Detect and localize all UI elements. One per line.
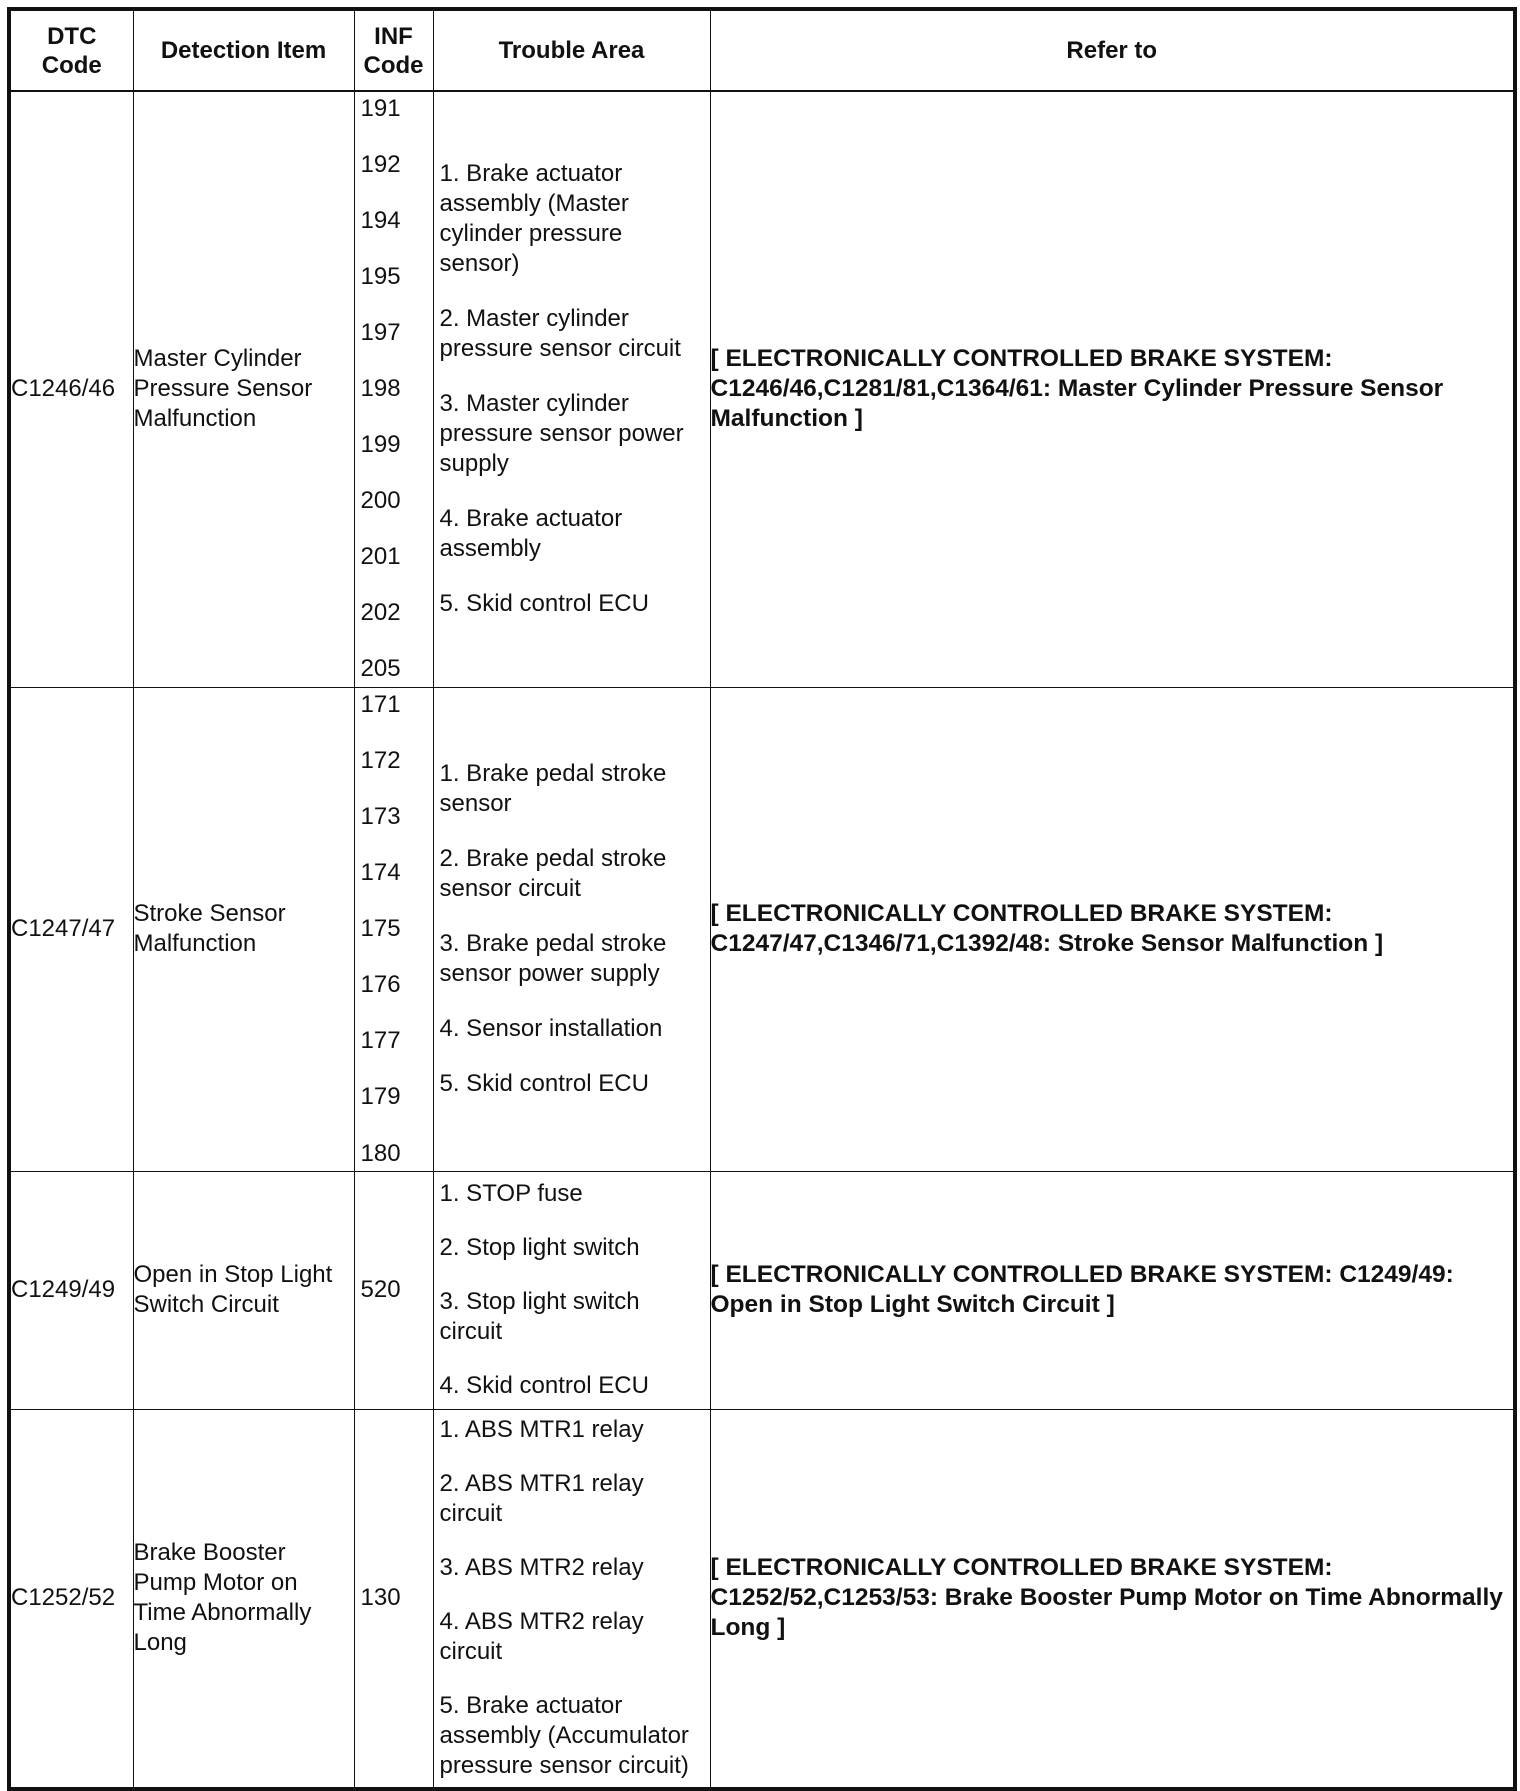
- trouble-area-item: 2. Stop light switch: [439, 1234, 640, 1261]
- detection-item-cell: Open in Stop Light Switch Circuit: [133, 1171, 354, 1409]
- dtc-code-cell: C1252/52: [9, 1409, 133, 1789]
- inf-code: 191: [360, 95, 401, 122]
- inf-code: 173: [360, 802, 401, 830]
- header-trouble-area: Trouble Area: [433, 9, 710, 91]
- trouble-area-item: 4. Skid control ECU: [439, 1372, 649, 1399]
- trouble-area-item: 4. Brake actuator assembly: [439, 505, 623, 563]
- inf-code: 197: [360, 319, 401, 347]
- refer-to-cell: [ ELECTRONICALLY CONTROLLED BRAKE SYSTEM: C1247/47,C1346/71,C1392/48: Stroke Sensor Malfunction ]: [710, 687, 1515, 1171]
- trouble-area-item: 1. STOP fuse: [439, 1180, 583, 1207]
- trouble-area-item: 3. Master cylinder pressure sensor power supply: [439, 390, 684, 478]
- trouble-area-item: 5. Brake actuator assembly (Accumulator pressure sensor circuit): [439, 1692, 689, 1780]
- header-refer-to: Refer to: [710, 9, 1515, 91]
- inf-code: 201: [360, 543, 401, 571]
- inf-code-cell: 520: [354, 1171, 433, 1409]
- header-detection-item: Detection Item: [133, 9, 354, 91]
- trouble-area-item: 2. ABS MTR1 relay circuit: [439, 1470, 644, 1528]
- inf-code-cell: [354, 91, 433, 687]
- trouble-area-item: 3. ABS MTR2 relay: [439, 1554, 644, 1582]
- inf-code-cell: 130: [354, 1409, 433, 1789]
- trouble-area-item: 1. Brake pedal stroke sensor: [439, 760, 667, 817]
- trouble-area-item: 3. Brake pedal stroke sensor power supply: [439, 930, 667, 987]
- detection-item-cell: Stroke Sensor Malfunction: [133, 687, 354, 1171]
- table-row: [9, 687, 1515, 1171]
- trouble-area-item: 4. ABS MTR2 relay circuit: [439, 1608, 644, 1666]
- dtc-code-cell: C1247/47: [9, 687, 133, 1171]
- trouble-area-item: 3. Stop light switch circuit: [439, 1288, 640, 1345]
- header-row: [9, 9, 1515, 91]
- header-dtc-code: DTC Code: [9, 9, 133, 91]
- inf-code: 180: [360, 1139, 401, 1167]
- header-inf-code: INF Code: [354, 9, 433, 91]
- trouble-area-item: 2. Brake pedal stroke sensor circuit: [439, 845, 667, 902]
- dtc-table: [7, 7, 1517, 1791]
- inf-code: 192: [360, 151, 401, 179]
- inf-code: 175: [360, 915, 401, 942]
- inf-code: 198: [360, 375, 401, 403]
- inf-code: 200: [360, 487, 401, 515]
- refer-to-cell: [ ELECTRONICALLY CONTROLLED BRAKE SYSTEM: C1246/46,C1281/81,C1364/61: Master Cylinder Pressure Sensor Malfunction ]: [710, 91, 1515, 687]
- table-row: [9, 91, 1515, 687]
- trouble-area-item: 5. Skid control ECU: [439, 590, 649, 618]
- inf-code: 199: [360, 431, 401, 459]
- inf-code: 174: [360, 858, 401, 886]
- trouble-area-cell: [433, 687, 710, 1171]
- inf-code-cell: [354, 687, 433, 1171]
- inf-code: 205: [360, 655, 401, 683]
- inf-code: 172: [360, 746, 401, 774]
- inf-code: 176: [360, 971, 401, 999]
- table-row: [9, 1409, 1515, 1789]
- trouble-area-item: 5. Skid control ECU: [439, 1070, 649, 1097]
- inf-code: 179: [360, 1083, 401, 1111]
- refer-to-cell: [ ELECTRONICALLY CONTROLLED BRAKE SYSTEM: C1249/49: Open in Stop Light Switch Circuit ]: [710, 1171, 1515, 1409]
- trouble-area-item: 2. Master cylinder pressure sensor circuit: [439, 305, 681, 363]
- dtc-code-cell: C1249/49: [9, 1171, 133, 1409]
- inf-code: 171: [360, 690, 401, 718]
- trouble-area-item: 4. Sensor installation: [439, 1015, 663, 1042]
- inf-code: 202: [360, 599, 401, 627]
- trouble-area-cell: [433, 1409, 710, 1789]
- inf-code: 194: [360, 207, 401, 235]
- trouble-area-item: 1. Brake actuator assembly (Master cylinder pressure sensor): [439, 160, 629, 278]
- table-row: [9, 1171, 1515, 1409]
- trouble-area-item: 1. ABS MTR1 relay: [439, 1416, 644, 1444]
- trouble-area-cell: [433, 1171, 710, 1409]
- dtc-code-cell: C1246/46: [9, 91, 133, 687]
- inf-code: 177: [360, 1027, 401, 1055]
- refer-to-cell: [ ELECTRONICALLY CONTROLLED BRAKE SYSTEM: C1252/52,C1253/53: Brake Booster Pump Motor on Time Abnormally Long ]: [710, 1409, 1515, 1789]
- inf-code: 195: [360, 263, 401, 291]
- detection-item-cell: Master Cylinder Pressure Sensor Malfunction: [133, 91, 354, 687]
- detection-item-cell: Brake Booster Pump Motor on Time Abnormally Long: [133, 1409, 354, 1789]
- trouble-area-cell: [433, 91, 710, 687]
